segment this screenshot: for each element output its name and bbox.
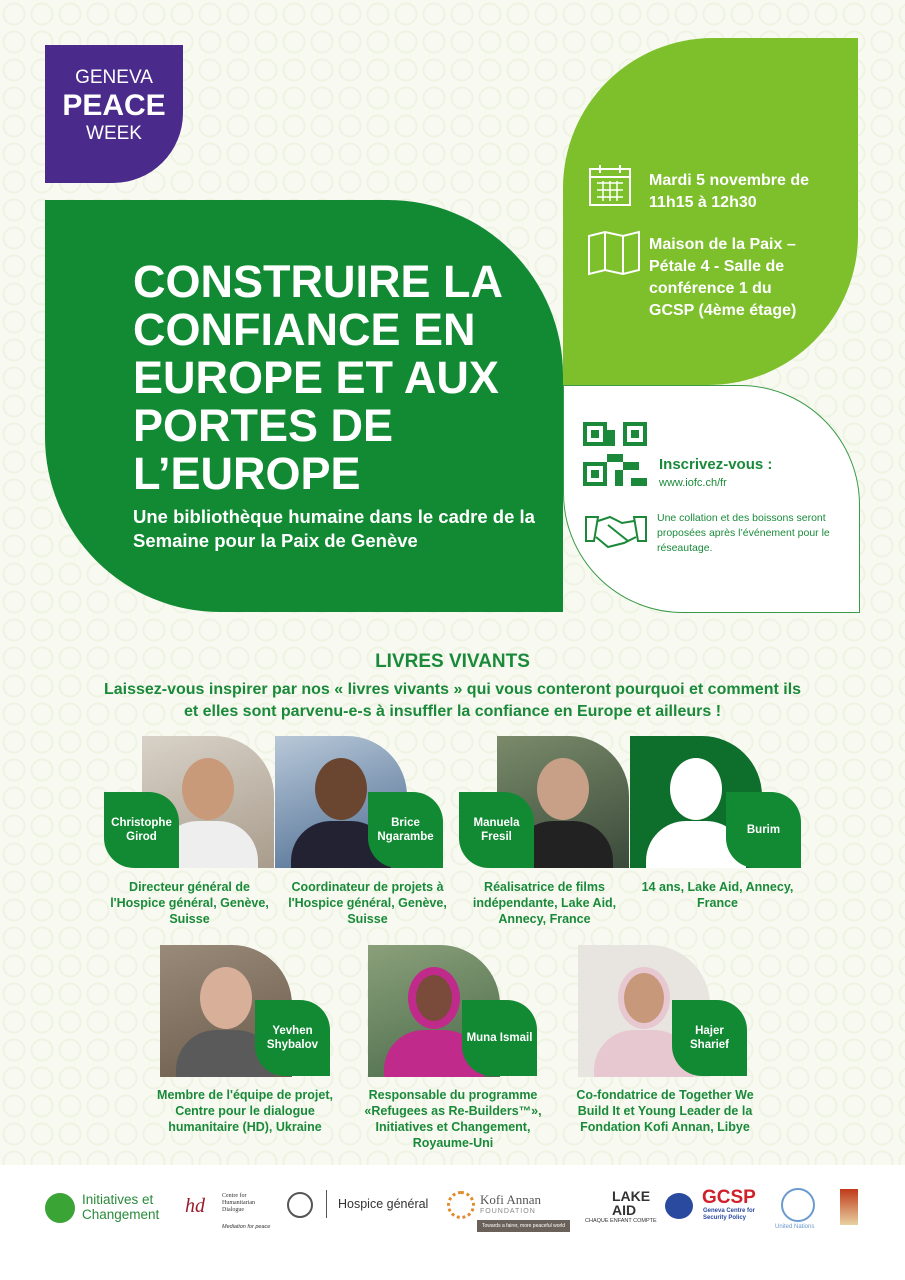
speaker-description: Co-fondatrice de Together We Build It et Young Leader de la Fondation Kofi Annan, Libye [576,1088,754,1134]
speaker-description: Coordinateur de projets à l'Hospice général, Genève, Suisse [288,880,447,926]
event-location: Maison de la Paix – Pétale 4 - Salle de conférence 1 du GCSP (4ème étage) [649,236,797,319]
iofc-logo-icon [45,1193,75,1223]
logo-line: WEEK [86,123,142,144]
hero-panel [45,200,563,612]
speaker-description: Directeur général de l'Hospice général, Genève, Suisse [110,880,269,926]
partner-iofc: Initiatives et Changement [82,1192,160,1222]
event-info-panel [563,38,858,385]
partner-hd-sub: Centre for Humanitarian Dialogue [222,1193,255,1213]
page-title: CONSTRUIRE LA CONFIANCE EN EUROPE ET AUX PORTES DE L’EUROPE [133,256,502,499]
gcsp-globe-icon [665,1193,693,1219]
geneva-peace-week-logo [45,45,183,183]
partner-kofi: Kofi Annan [480,1192,542,1207]
speaker-description: Responsable du programme «Refugees as Re-Builders™», Initiatives et Changement, Royaume-Uni [364,1088,542,1150]
un-emblem-icon [781,1188,815,1222]
partner-hd-tag: Mediation for peace [222,1224,271,1230]
speaker-name: Muna Ismail [462,1000,537,1076]
page-subtitle: Une bibliothèque humaine dans le cadre de la Semaine pour la Paix de Genève [133,506,535,551]
map-icon [587,230,641,276]
partner-gcsp: GCSP [702,1187,756,1208]
section-subtitle: Laissez-vous inspirer par nos « livres vivants » qui vous conteront pourquoi et comment ils et elles sont parvenu-e-s à insuffler la confiance en Europe et ailleurs ! [103,681,802,720]
calendar-icon [588,163,632,207]
speaker-name: Brice Ngarambe [368,792,443,868]
logo-line: GENEVA [75,67,153,88]
speaker-name: Burim [726,792,801,868]
partner-emblem-icon [840,1189,858,1225]
speaker-name: Manuela Fresil [459,792,534,868]
logo-line: PEACE [62,89,166,122]
partner-hospice: Hospice général [338,1197,429,1211]
partner-lake-aid: LAKE AID [612,1188,651,1218]
partner-lake-sub: CHAQUE ENFANT COMPTE [585,1218,657,1224]
kofi-logo-icon [447,1191,475,1219]
partner-gcsp-sub: Geneva Centre for Security Policy [703,1208,756,1221]
speaker-description: 14 ans, Lake Aid, Annecy, France [641,880,794,910]
partner-kofi-tag: Towards a fairer, more peaceful world [477,1220,570,1232]
refreshments-note: Une collation et des boissons seront proposées après l’événement pour le réseautage. [657,512,830,554]
speaker-name: Yevhen Shybalov [255,1000,330,1076]
partner-un: United Nations [775,1224,815,1230]
registration-panel [563,385,860,613]
speaker-name: Hajer Sharief [672,1000,747,1076]
handshake-icon [584,511,648,549]
speaker-description: Membre de l'équipe de projet, Centre pour le dialogue humanitaire (HD), Ukraine [157,1088,333,1134]
register-link[interactable]: www.iofc.ch/fr [659,477,727,489]
speaker-name: Christophe Girod [104,792,179,868]
partner-kofi-sub: FOUNDATION [480,1208,536,1215]
hospice-logo-icon [287,1192,313,1218]
event-date: Mardi 5 novembre de 11h15 à 12h30 [649,172,810,211]
partner-logos [0,1165,905,1280]
partner-hd: hd [185,1195,205,1217]
qr-code[interactable] [583,422,647,486]
register-title: Inscrivez-vous : [659,456,773,473]
section-title: LIVRES VIVANTS [375,651,530,672]
speaker-description: Réalisatrice de films indépendante, Lake Aid, Annecy, France [472,880,617,926]
